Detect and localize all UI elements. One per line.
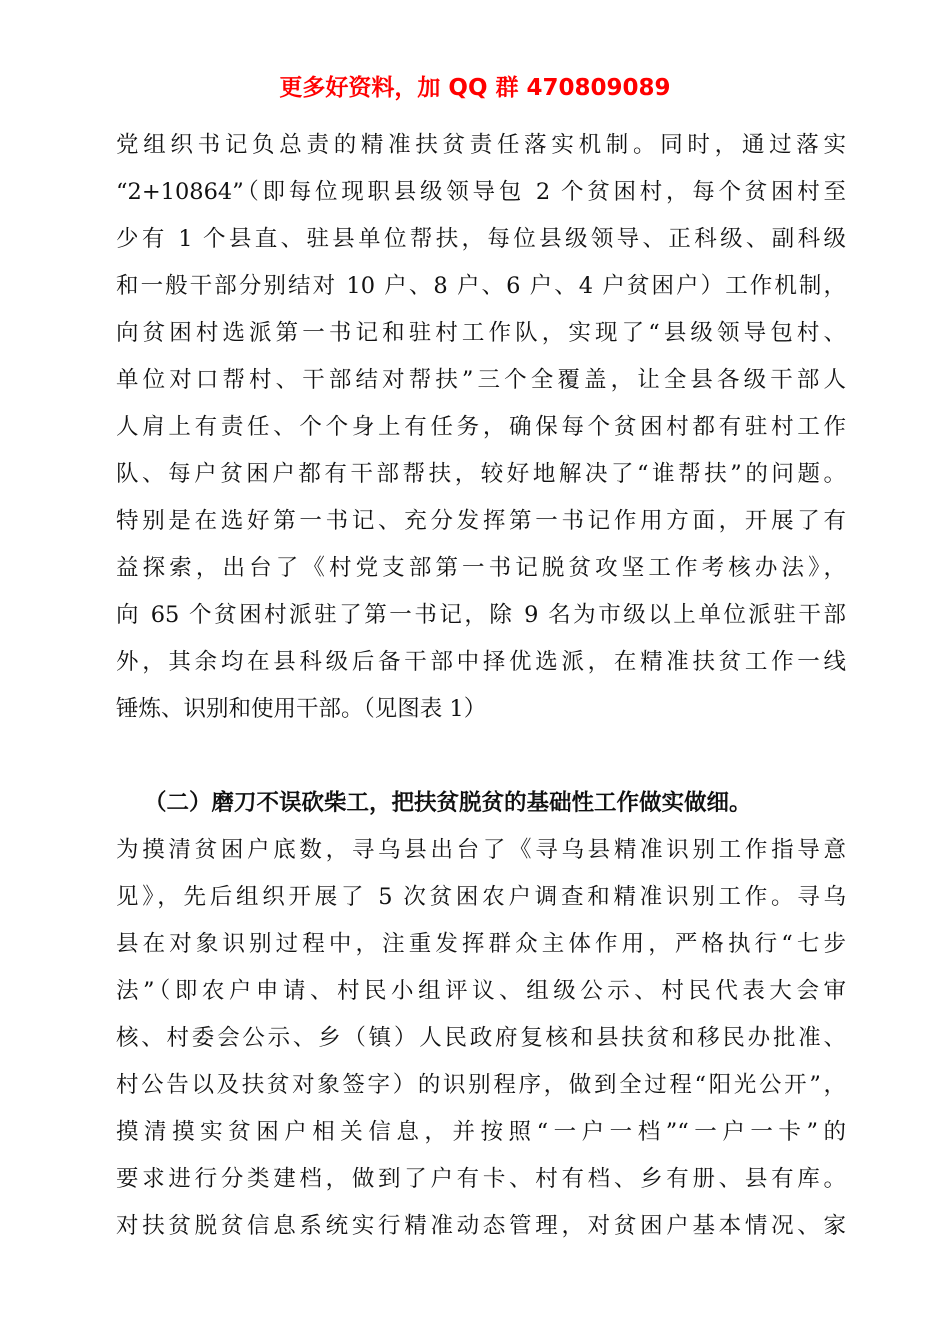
section-heading: （二）磨刀不误砍柴工，把扶贫脱贫的基础性工作做实做细。 [144, 790, 752, 816]
text-line: 党组织书记负总责的精准扶贫责任落实机制。同时，通过落实 [116, 132, 846, 158]
text-line: 县在对象识别过程中，注重发挥群众主体作用，严格执行“七步 [116, 931, 846, 957]
text-line: 向贫困村选派第一书记和驻村工作队，实现了“县级领导包村、 [116, 320, 846, 346]
text-line: 村公告以及扶贫对象签字）的识别程序，做到全过程“阳光公开”， [116, 1072, 846, 1098]
text-line: 摸清摸实贫困户相关信息，并按照“一户一档”“一户一卡”的 [116, 1119, 846, 1145]
text-line: 锤炼、识别和使用干部。（见图表 1） [116, 696, 487, 722]
text-line: 益探索，出台了《村党支部第一书记脱贫攻坚工作考核办法》， [116, 555, 846, 581]
text-line: 特别是在选好第一书记、充分发挥第一书记作用方面，开展了有 [116, 508, 846, 534]
text-line: 外，其余均在县科级后备干部中择优选派，在精准扶贫工作一线 [116, 649, 846, 675]
paragraph-1 [116, 122, 846, 733]
text-line: 人肩上有责任、个个身上有任务，确保每个贫困村都有驻村工作 [116, 414, 846, 440]
text-line: 队、每户贫困户都有干部帮扶，较好地解决了“谁帮扶”的问题。 [116, 461, 846, 487]
paragraph-gap [116, 733, 846, 780]
text-line: 少有 1 个县直、驻县单位帮扶，每位县级领导、正科级、副科级 [116, 226, 846, 252]
section-2 [116, 780, 846, 1250]
promo-banner: 更多好资料，加 QQ 群 470809089 [279, 75, 671, 101]
document-body [116, 122, 846, 1250]
text-line: 见》，先后组织开展了 5 次贫困农户调查和精准识别工作。寻乌 [116, 884, 846, 910]
text-line: “2+10864”（即每位现职县级领导包 2 个贫困村，每个贫困村至 [116, 179, 846, 205]
text-line: 和一般干部分别结对 10 户、8 户、6 户、4 户贫困户）工作机制， [116, 273, 846, 299]
text-line: 核、村委会公示、乡（镇）人民政府复核和县扶贫和移民办批准、 [116, 1025, 846, 1051]
text-line: 对扶贫脱贫信息系统实行精准动态管理，对贫困户基本情况、家 [116, 1213, 846, 1239]
text-line: 为摸清贫困户底数，寻乌县出台了《寻乌县精准识别工作指导意 [116, 837, 846, 863]
text-line: 单位对口帮村、干部结对帮扶”三个全覆盖，让全县各级干部人 [116, 367, 846, 393]
text-line: 向 65 个贫困村派驻了第一书记，除 9 名为市级以上单位派驻干部 [116, 602, 846, 628]
text-line: 要求进行分类建档，做到了户有卡、村有档、乡有册、县有库。 [116, 1166, 846, 1192]
text-line: 法”（即农户申请、村民小组评议、组级公示、村民代表大会审 [116, 978, 846, 1004]
